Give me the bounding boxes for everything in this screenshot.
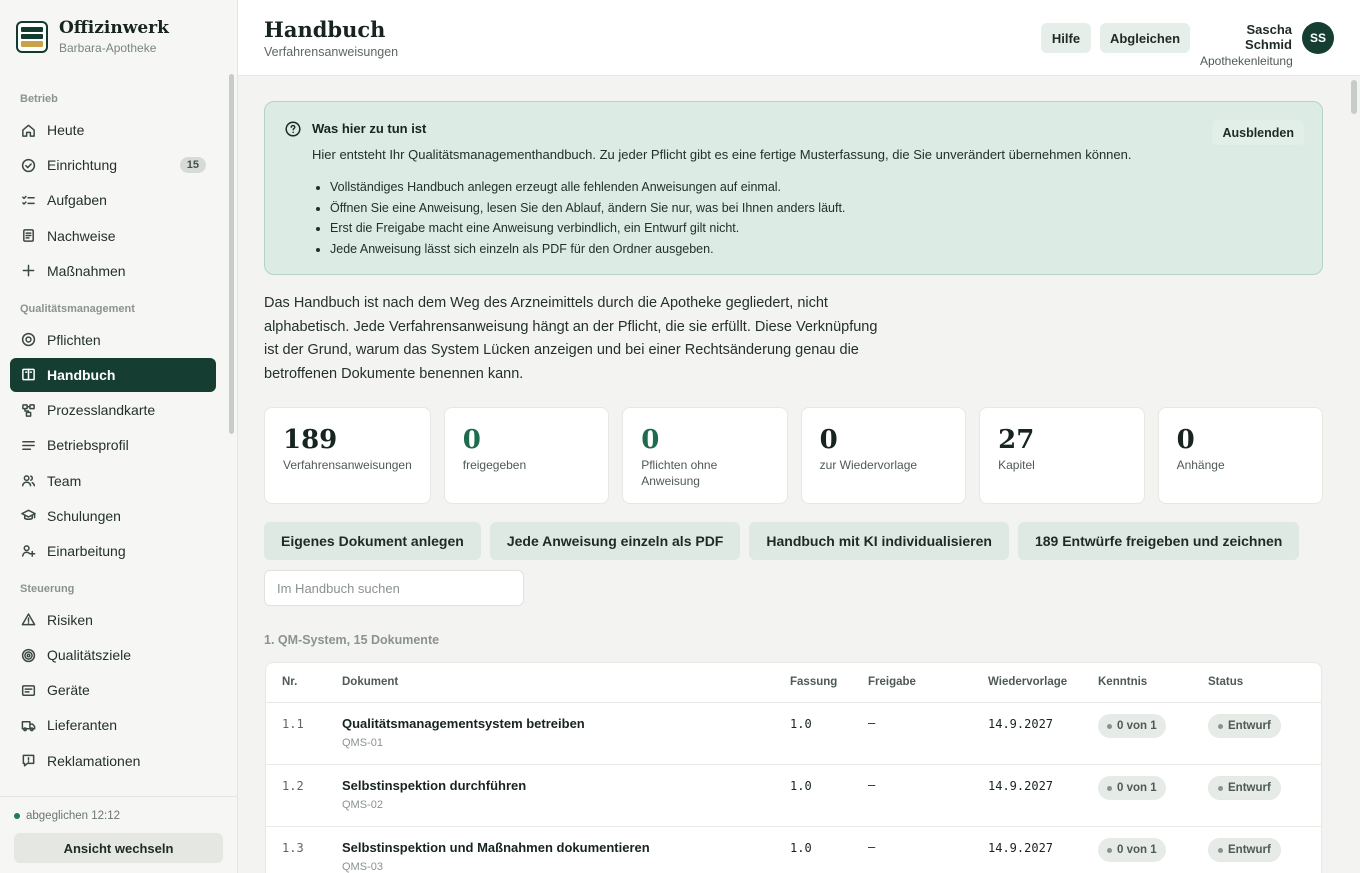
sidebar-item-label: Geräte (47, 682, 90, 699)
column-nr[interactable]: Nr. (282, 676, 298, 688)
stat-label: freigegeben (462, 458, 527, 472)
sidebar-item-label: Qualitätsziele (47, 647, 132, 664)
sidebar-item-handbuch[interactable] (10, 358, 216, 392)
user-info[interactable] (1200, 22, 1292, 68)
question-circle-icon (285, 121, 301, 137)
export-pdf-button[interactable]: Jede Anweisung einzeln als PDF (490, 522, 741, 560)
stat-value: 0 (819, 425, 838, 455)
doc-code: QMS-03 (342, 861, 383, 873)
column-status[interactable]: Status (1208, 676, 1244, 688)
brand-logo-icon (16, 21, 48, 53)
nav-section-title: Qualitätsmanagement (20, 302, 135, 315)
sidebar-item-label: Einarbeitung (47, 542, 126, 559)
brand (16, 18, 169, 55)
doc-title-link[interactable]: Selbstinspektion durchführen (342, 778, 527, 793)
sidebar-scrollbar[interactable] (229, 74, 234, 434)
sidebar-item-qualitaetsziele[interactable] (10, 638, 216, 672)
sidebar-nav (10, 86, 216, 779)
sidebar-item-geraete[interactable] (10, 673, 216, 707)
doc-version: 1.0 (790, 779, 812, 793)
check-circle-icon (20, 157, 37, 174)
users-icon (20, 472, 37, 489)
truck-icon (20, 717, 37, 734)
intro-text: Das Handbuch ist nach dem Weg des Arzneimittels durch die Apotheke gegliedert, nicht alphabetisch. Jede Verfahrensanweisung hängt an der Pflicht, die sie erfüllt. Diese Verknüpfung ist der Grund, warum das System Lücken anzeigen und bei einer Rechtsänderung genau die betroffenen Dokumente benennen kann. (264, 295, 878, 382)
sidebar-item-einrichtung[interactable] (10, 148, 216, 182)
home-icon (20, 122, 37, 139)
column-release[interactable]: Freigabe (868, 676, 916, 688)
list-item: • Jede Anweisung lässt sich einzeln als PDF für den Ordner ausgeben. (330, 239, 845, 260)
sidebar-footer (0, 796, 237, 873)
sidebar-item-reklamationen[interactable] (10, 744, 216, 778)
document-icon (20, 227, 37, 244)
sidebar-item-label: Prozesslandkarte (47, 402, 156, 419)
create-document-button[interactable]: Eigenes Dokument anlegen (264, 522, 481, 560)
pharmacy-name: Barbara-Apotheke (59, 41, 157, 55)
sync-button[interactable]: Abgleichen (1100, 23, 1190, 53)
column-review[interactable]: Wiedervorlage (988, 676, 1068, 688)
table-row[interactable] (266, 703, 1321, 765)
nav-section-title: Betrieb (20, 93, 58, 105)
sidebar-item-label: Team (47, 472, 82, 489)
stat-card[interactable] (1158, 407, 1323, 504)
stat-value: 0 (1176, 425, 1195, 455)
help-button[interactable]: Hilfe (1041, 23, 1091, 53)
dot-icon (1218, 724, 1223, 729)
hide-callout-button[interactable]: Ausblenden (1212, 120, 1304, 145)
dot-icon (1107, 848, 1112, 853)
column-acknowledgement[interactable]: Kenntnis (1098, 676, 1148, 688)
sync-status (14, 810, 120, 822)
doc-number: 1.2 (282, 779, 304, 793)
sidebar-item-einarbeitung[interactable] (10, 534, 216, 568)
graduation-cap-icon (20, 507, 37, 524)
count-badge: 15 (180, 157, 206, 173)
user-name: Sascha Schmid (1245, 22, 1292, 52)
user-plus-icon (20, 542, 37, 559)
sidebar-item-risiken[interactable] (10, 603, 216, 637)
book-icon (20, 366, 37, 383)
status-text: Entwurf (1228, 782, 1271, 794)
stat-value: 189 (283, 425, 338, 455)
status-text: Entwurf (1228, 720, 1271, 732)
plus-icon (20, 262, 37, 279)
list-item: • Öffnen Sie eine Anweisung, lesen Sie den Ablauf, ändern Sie nur, was bei Ihnen anders läuft. (330, 198, 845, 219)
sidebar-item-label: Einrichtung (47, 157, 118, 174)
sidebar-item-label: Betriebsprofil (47, 437, 129, 454)
stat-label: zur Wiedervorlage (819, 458, 918, 472)
doc-title-link[interactable]: Qualitätsmanagementsystem betreiben (342, 716, 585, 731)
sidebar-item-label: Risiken (47, 611, 93, 628)
avatar[interactable]: SS (1302, 22, 1334, 54)
bullseye-icon (20, 647, 37, 664)
table-header (266, 663, 1321, 703)
sidebar-item-nachweise[interactable] (10, 219, 216, 253)
stat-card[interactable] (622, 407, 787, 504)
table-row[interactable] (266, 765, 1321, 827)
status-text: Entwurf (1228, 844, 1271, 856)
callout-text: Hier entsteht Ihr Qualitätsmanagementhandbuch. Zu jeder Pflicht gibt es eine fertige Musterfassung, die Sie unverändert übernehmen können. (312, 147, 1132, 162)
action-bar (264, 522, 1299, 560)
sidebar-item-label: Reklamationen (47, 752, 141, 769)
page-title: Handbuch (264, 17, 386, 42)
sidebar-item-schulungen[interactable] (10, 499, 216, 533)
chapter-title: 1. QM-System, 15 Dokumente (264, 633, 440, 647)
doc-review-date: 14.9.2027 (988, 841, 1054, 855)
callout-title: Was hier zu tun ist (312, 121, 427, 136)
doc-code: QMS-01 (342, 737, 383, 749)
doc-release: – (868, 839, 876, 854)
doc-release: – (868, 777, 876, 792)
dot-icon (1107, 786, 1112, 791)
doc-review-date: 14.9.2027 (988, 779, 1054, 793)
sidebar-item-prozesslandkarte[interactable] (10, 393, 216, 427)
sidebar-item-heute[interactable] (10, 113, 216, 147)
page-subtitle: Verfahrensanweisungen (264, 45, 399, 59)
sidebar-item-lieferanten[interactable] (10, 708, 216, 742)
sidebar-item-label: Aufgaben (47, 192, 107, 209)
checklist-icon (20, 192, 37, 209)
column-version[interactable]: Fassung (790, 676, 838, 688)
status-dot-icon (14, 813, 20, 819)
doc-number: 1.3 (282, 841, 304, 855)
sidebar-item-label: Maßnahmen (47, 262, 126, 279)
sidebar-item-label: Pflichten (47, 331, 101, 348)
doc-version: 1.0 (790, 717, 812, 731)
lines-icon (20, 437, 37, 454)
dot-icon (1218, 786, 1223, 791)
sidebar-item-team[interactable] (10, 464, 216, 498)
page-header (238, 0, 1360, 76)
status-badge (1208, 714, 1281, 738)
sidebar (0, 0, 238, 873)
stat-label: Verfahrensanweisungen (283, 458, 412, 472)
status-badge (1208, 838, 1281, 862)
sidebar-item-label: Nachweise (47, 227, 116, 244)
stat-card[interactable] (979, 407, 1144, 504)
ai-customize-button[interactable]: Handbuch mit KI individualisieren (749, 522, 1009, 560)
stat-value: 27 (998, 425, 1035, 455)
doc-title-link[interactable]: Selbstinspektion und Maßnahmen dokumentieren (342, 840, 650, 855)
list-item: • Vollständiges Handbuch anlegen erzeugt alle fehlenden Anweisungen auf einmal. (330, 177, 845, 198)
stat-value: 0 (641, 425, 660, 455)
nav-section-title: Steuerung (20, 582, 75, 595)
sync-status-text: abgeglichen 12:12 (26, 810, 120, 822)
stat-card[interactable] (801, 407, 966, 504)
acknowledgement-text: 0 von 1 (1117, 782, 1157, 794)
target-icon (20, 331, 37, 348)
stats-row (264, 407, 1323, 504)
sidebar-item-pflichten[interactable] (10, 323, 216, 357)
acknowledgement-text: 0 von 1 (1117, 844, 1157, 856)
dot-icon (1107, 724, 1112, 729)
stat-label: Pflichten ohne Anweisung (641, 458, 718, 488)
doc-review-date: 14.9.2027 (988, 717, 1054, 731)
sidebar-item-label: Schulungen (47, 507, 121, 524)
callout-list (330, 177, 845, 259)
acknowledgement-badge (1098, 714, 1166, 738)
message-icon (20, 752, 37, 769)
table-row[interactable] (266, 827, 1321, 873)
user-role: Apothekenleitung (1200, 54, 1293, 68)
table-body (266, 703, 1321, 873)
stat-card[interactable] (264, 407, 431, 504)
documents-table (265, 662, 1322, 873)
acknowledgement-badge (1098, 838, 1166, 862)
dot-icon (1218, 848, 1223, 853)
stat-label: Anhänge (1176, 458, 1225, 472)
status-badge (1208, 776, 1281, 800)
sidebar-item-betriebsprofil[interactable] (10, 428, 216, 462)
stat-card[interactable] (444, 407, 609, 504)
search-input[interactable] (264, 570, 524, 606)
list-item: • Erst die Freigabe macht eine Anweisung verbindlich, ein Entwurf gilt nicht. (330, 218, 845, 239)
sidebar-item-aufgaben[interactable] (10, 183, 216, 217)
doc-release: – (868, 715, 876, 730)
acknowledgement-badge (1098, 776, 1166, 800)
sidebar-item-massnahmen[interactable] (10, 254, 216, 288)
doc-version: 1.0 (790, 841, 812, 855)
switch-view-button[interactable]: Ansicht wechseln (14, 833, 223, 863)
brand-name: Offizinwerk (59, 18, 169, 38)
doc-code: QMS-02 (342, 799, 383, 811)
help-callout (264, 101, 1323, 275)
column-document[interactable]: Dokument (342, 676, 399, 688)
device-icon (20, 682, 37, 699)
acknowledgement-text: 0 von 1 (1117, 720, 1157, 732)
stat-value: 0 (462, 425, 481, 455)
main-scrollbar[interactable] (1351, 80, 1357, 114)
approve-drafts-button[interactable]: 189 Entwürfe freigeben und zeichnen (1018, 522, 1299, 560)
sidebar-item-label: Heute (47, 122, 85, 138)
flowchart-icon (20, 402, 37, 419)
sidebar-item-label: Lieferanten (47, 717, 118, 734)
warning-icon (20, 611, 37, 628)
sidebar-item-label: Handbuch (47, 366, 116, 383)
doc-number: 1.1 (282, 717, 304, 731)
stat-label: Kapitel (998, 458, 1035, 472)
